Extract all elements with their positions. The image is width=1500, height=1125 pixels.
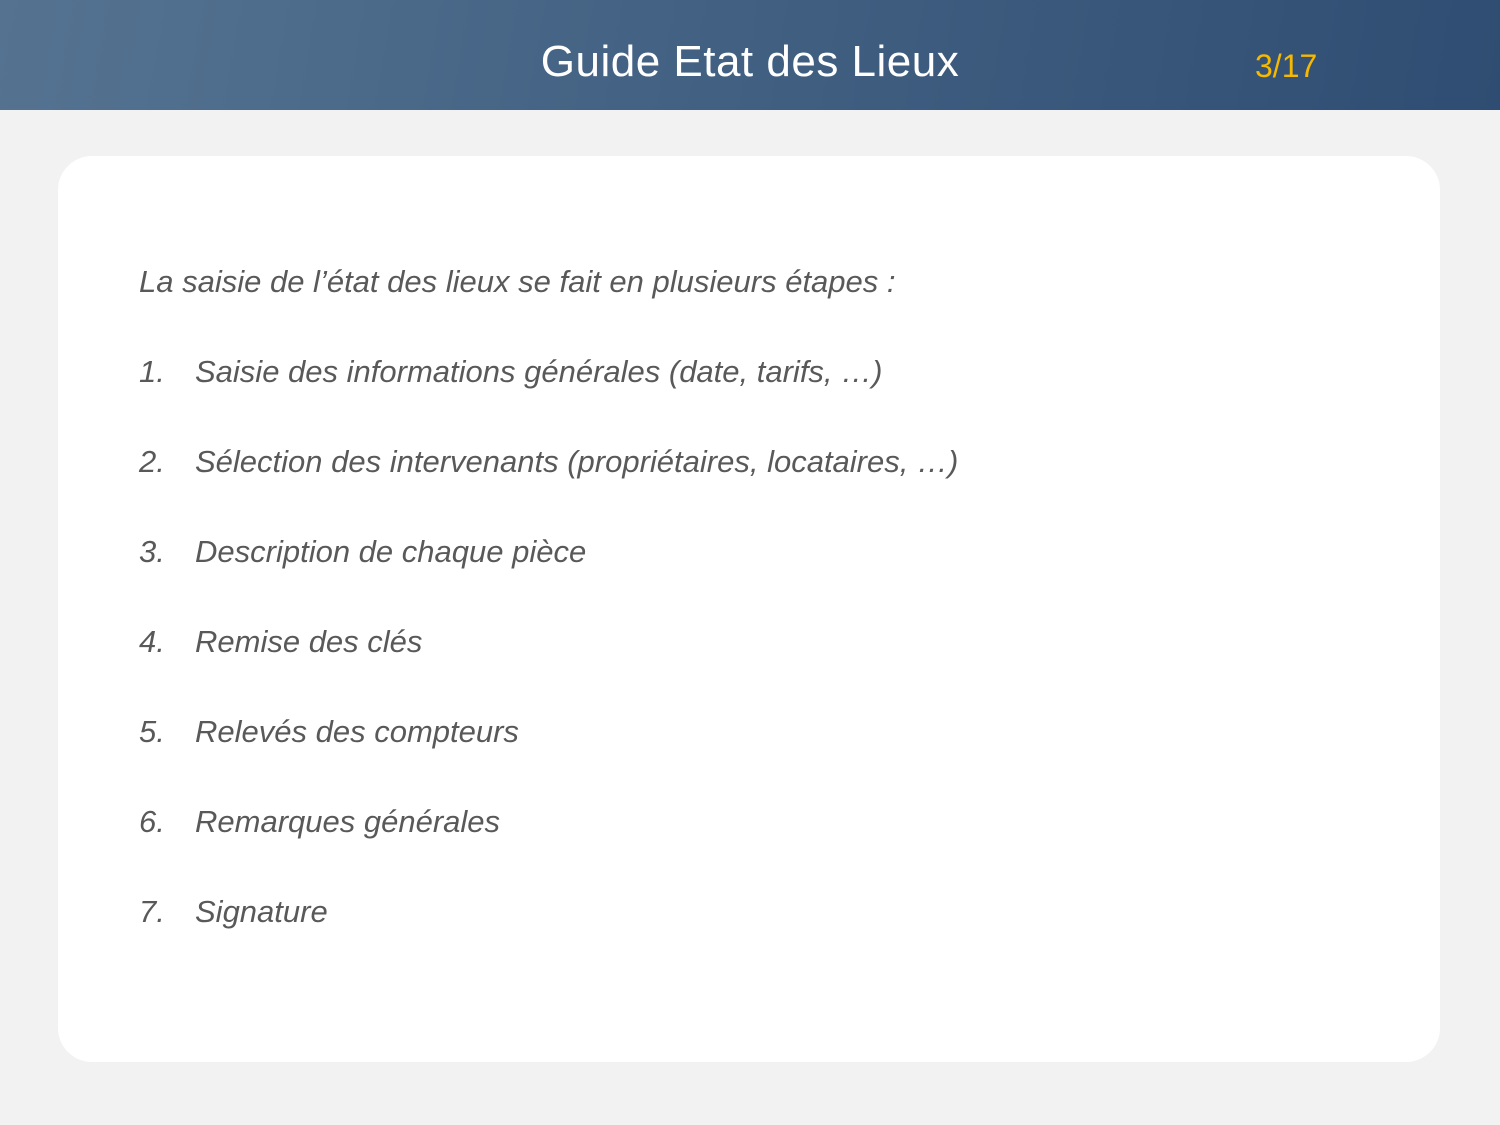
step-number: 4.	[139, 624, 165, 659]
page-title: Guide Etat des Lieux	[540, 37, 960, 86]
step-number: 1.	[139, 354, 165, 389]
step-number: 3.	[139, 534, 165, 569]
step-label: Description de chaque pièce	[195, 534, 587, 569]
intro-text: La saisie de l’état des lieux se fait en plusieurs étapes :	[139, 264, 896, 299]
step-number: 7.	[139, 894, 165, 929]
content-card	[58, 156, 1440, 1062]
step-number: 2.	[139, 444, 165, 479]
step-label: Remise des clés	[195, 624, 423, 659]
header-bar	[0, 0, 1500, 110]
step-number: 6.	[139, 804, 165, 839]
step-label: Relevés des compteurs	[195, 714, 519, 749]
page-indicator: 3/17	[1255, 48, 1318, 84]
step-label: Sélection des intervenants (propriétaires, locataires, …)	[195, 444, 959, 479]
step-number: 5.	[139, 714, 165, 749]
step-label: Saisie des informations générales (date, tarifs, …)	[195, 354, 883, 389]
step-label: Signature	[195, 894, 328, 929]
step-label: Remarques générales	[195, 804, 501, 839]
